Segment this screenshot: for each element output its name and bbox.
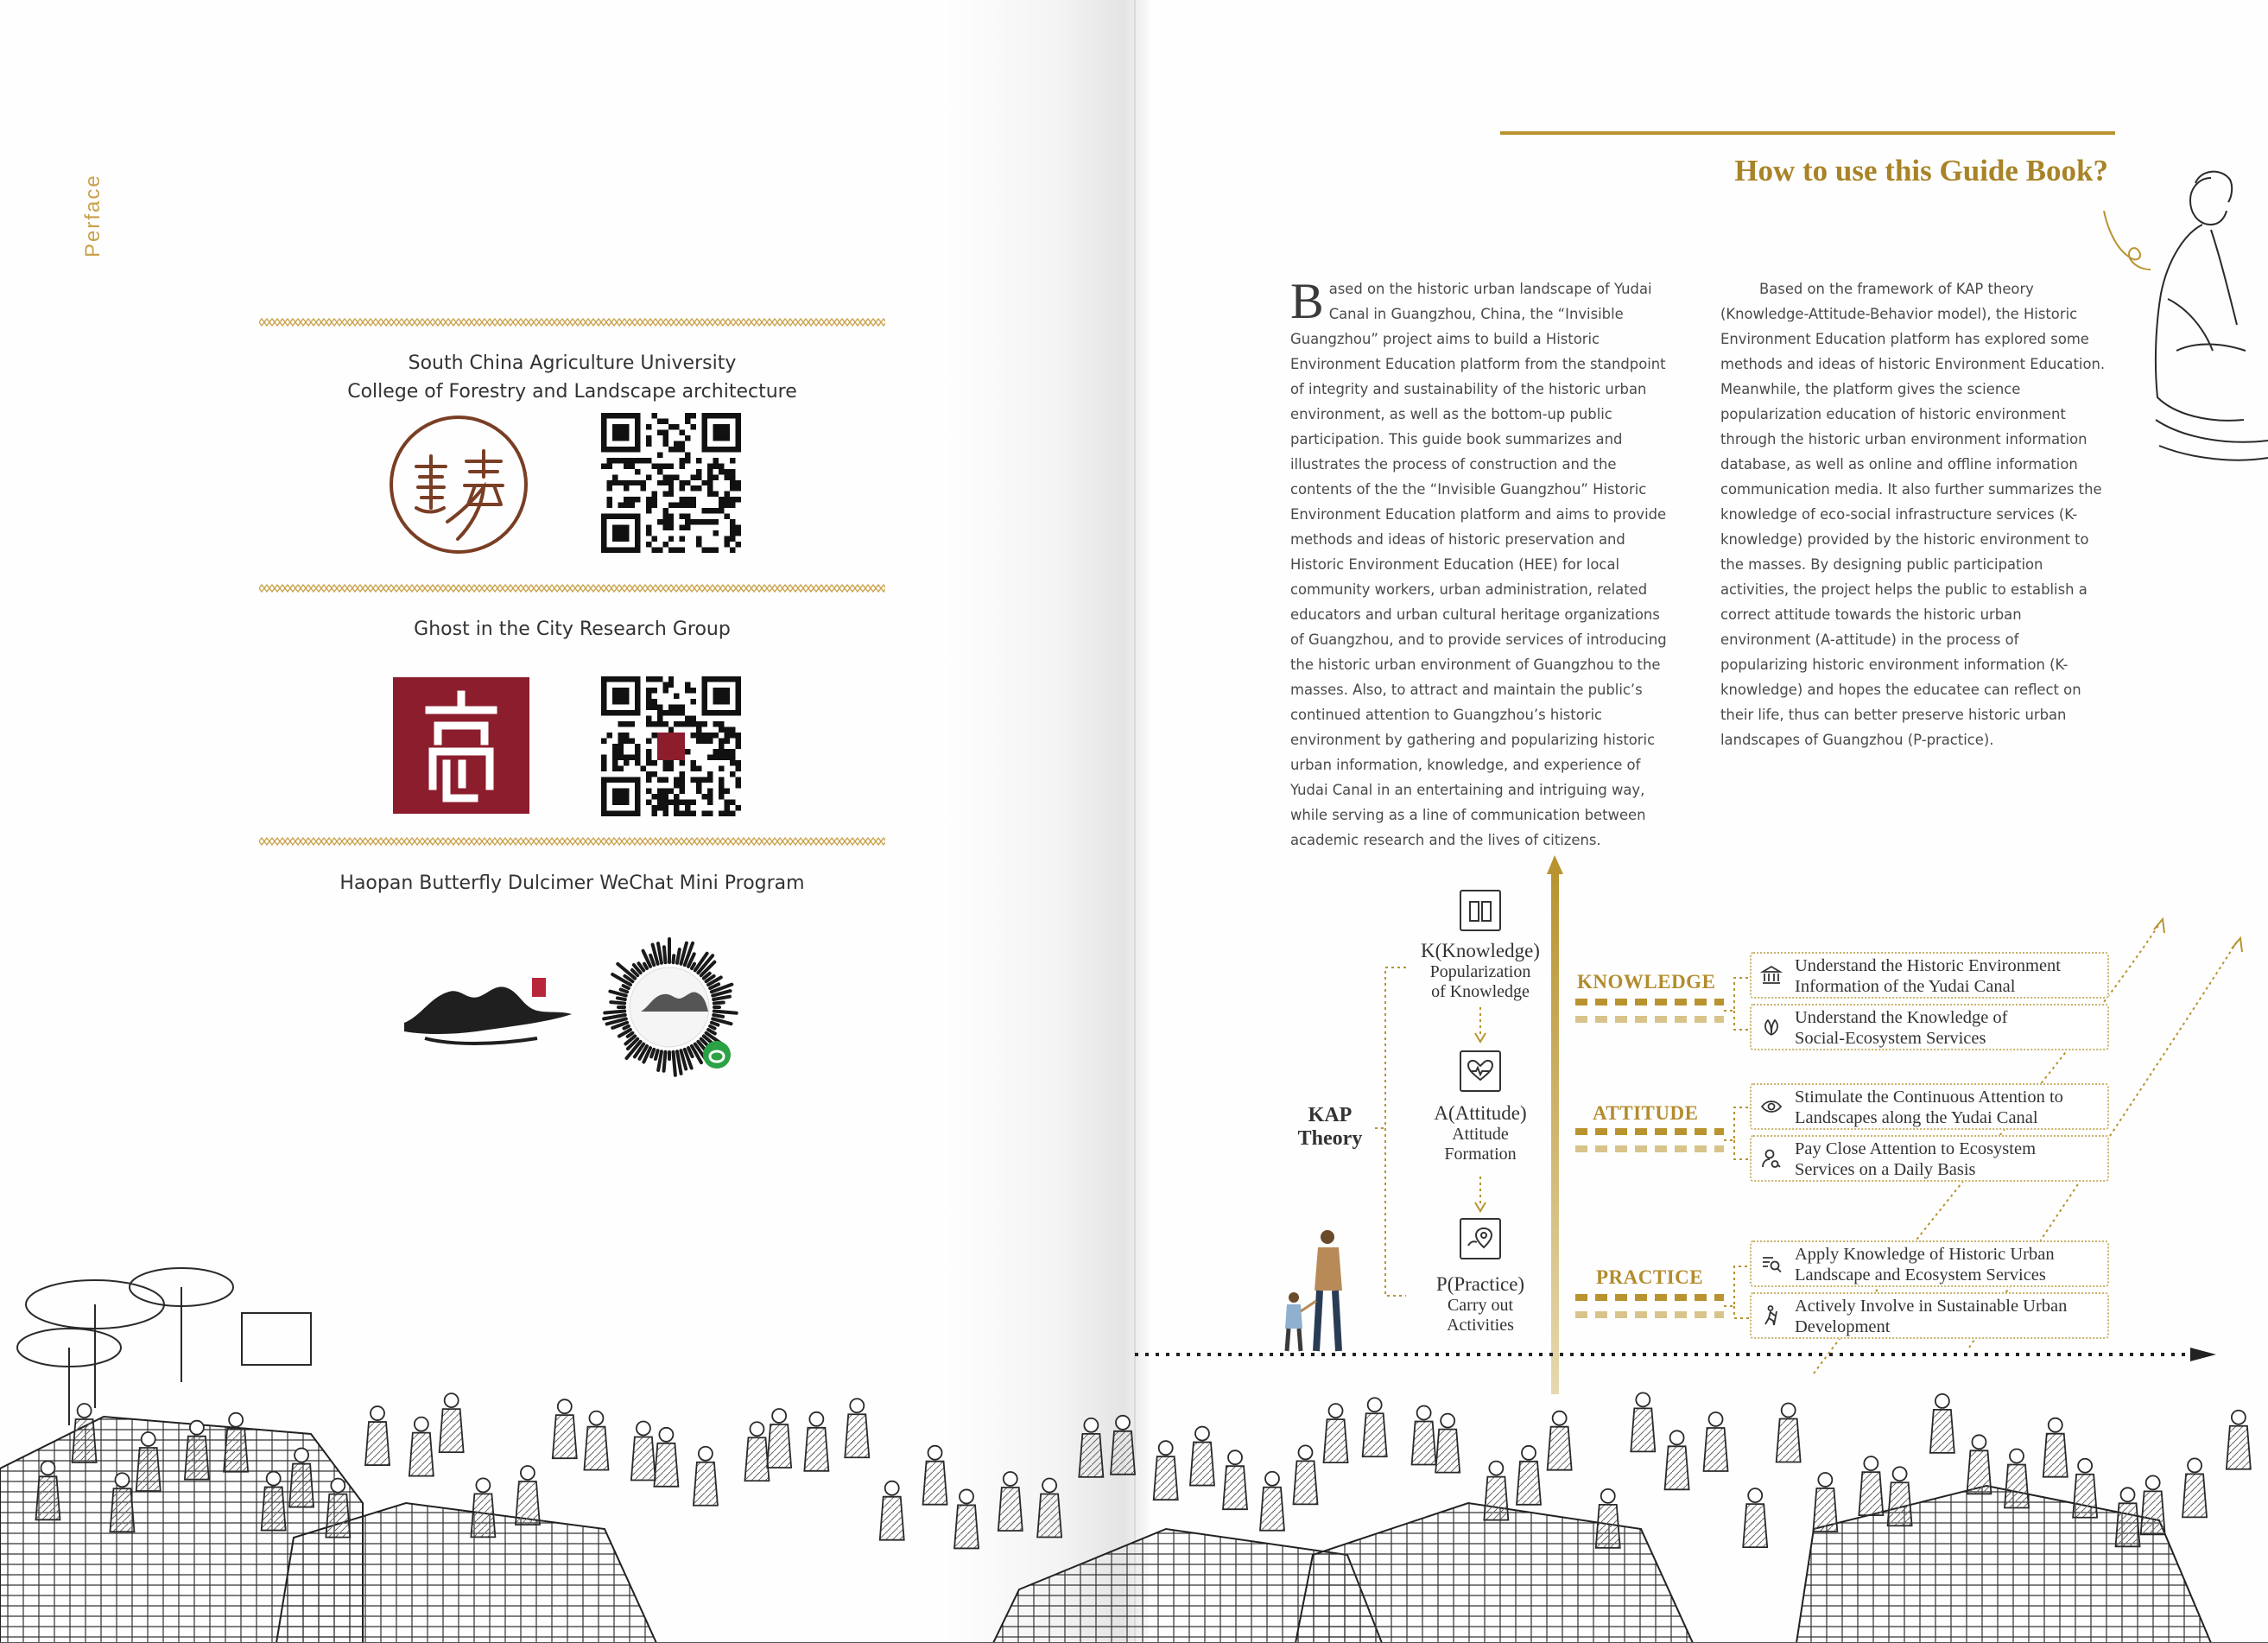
kap-theory-text: KAP Theory bbox=[1297, 1104, 1363, 1150]
kap-step-desc: Carry out bbox=[1447, 1296, 1514, 1315]
kap-step-desc: Formation bbox=[1444, 1145, 1517, 1164]
dimension-label-attitude: ATTITUDE bbox=[1593, 1102, 1699, 1124]
kap-step-title: K(Knowledge) bbox=[1421, 940, 1540, 961]
outcome-text: Pay Close Attention to Ecosystem bbox=[1795, 1139, 2037, 1158]
outcome-box bbox=[1750, 952, 2109, 999]
kap-step-attitude bbox=[1394, 1102, 1567, 1164]
seated-figure-sketch bbox=[2151, 161, 2268, 567]
org-name-line: College of Forestry and Landscape architecture bbox=[347, 381, 797, 403]
title-rule bbox=[1500, 131, 2115, 135]
org-name-mini-program bbox=[259, 869, 885, 898]
org-name-line: Haopan Butterfly Dulcimer WeChat Mini Program bbox=[339, 872, 805, 894]
outcome-text: Actively Involve in Sustainable Urban bbox=[1795, 1297, 2068, 1316]
page-title: How to use this Guide Book? bbox=[1734, 154, 2108, 187]
dimension-label-practice: PRACTICE bbox=[1596, 1266, 1704, 1288]
research-group-logo bbox=[393, 677, 529, 814]
side-section-label: Perface bbox=[81, 174, 105, 257]
outcome-text: Stimulate the Continuous Attention to bbox=[1795, 1088, 2063, 1107]
decorative-loop-stroke bbox=[2100, 207, 2152, 285]
outcome-text: Landscapes along the Yudai Canal bbox=[1795, 1108, 2038, 1127]
eye-icon bbox=[1760, 1095, 1783, 1118]
body-paragraph: ased on the historic urban landscape of Yudai Canal in Guangzhou, China, the “Invisible Guangzhou” project aims to build a Historic Environment Education platform from the standpoint of integrity and sustainability of the historic urban environment, as well as the bottom-up public participation. This guide book summarizes and illustrates the process of construction and the contents of the the “Invisible Guangzhou” Historic Environment Education platform and aims to provide methods and ideas of historic preservation and Historic Environment Education (HEE) for local community workers, urban administration, related educators and urban cultural heritage organizations of Guangzhou, and to provide services of introducing the historic urban environment of Guangzhou to the masses. Also, to attract and maintain the public’s continued attention to Guangzhou’s historic environment by gathering and popularizing historic urban information, knowledge, and experience of Yudai Canal in an entertaining and intriguing way, while serving as a line of communication between academic research and the lives of citizens. bbox=[1290, 281, 1667, 848]
kap-step-title: A(Attitude) bbox=[1434, 1102, 1527, 1124]
outcome-text: Development bbox=[1795, 1317, 1891, 1336]
ornamental-divider bbox=[259, 316, 885, 328]
outcome-text: Services on a Daily Basis bbox=[1795, 1160, 1976, 1179]
org-name-line: Ghost in the City Research Group bbox=[414, 619, 731, 640]
kap-step-desc: Activities bbox=[1447, 1316, 1514, 1335]
outcome-box bbox=[1750, 1004, 2109, 1050]
wechat-mini-program-code bbox=[599, 937, 739, 1077]
body-text-column-1 bbox=[1290, 273, 1670, 853]
person-search-icon bbox=[1760, 1147, 1783, 1170]
ornamental-divider bbox=[259, 835, 885, 847]
outcome-text: Information of the Yudai Canal bbox=[1795, 977, 2016, 996]
drop-cap: B bbox=[1290, 273, 1324, 329]
landscape-ink-logo bbox=[399, 969, 579, 1052]
ornamental-divider bbox=[259, 582, 885, 594]
outcome-text: Understand the Historic Environment bbox=[1795, 956, 2062, 975]
outcome-text: Social-Ecosystem Services bbox=[1795, 1029, 1986, 1048]
qr-code bbox=[601, 413, 741, 553]
org-name-line: South China Agriculture University bbox=[408, 352, 737, 374]
kap-step-desc: Popularization bbox=[1429, 962, 1531, 981]
kap-step-title: P(Practice) bbox=[1435, 1273, 1525, 1295]
book-icon bbox=[1460, 890, 1501, 931]
outcome-box bbox=[1750, 1135, 2109, 1182]
dimension-label-knowledge: KNOWLEDGE bbox=[1577, 971, 1716, 993]
body-text-column-2 bbox=[1720, 276, 2109, 752]
kap-step-knowledge bbox=[1394, 940, 1567, 1002]
outcome-text: Apply Knowledge of Historic Urban bbox=[1795, 1245, 2055, 1264]
university-seal-logo bbox=[387, 413, 530, 556]
heart-icon bbox=[1460, 1050, 1501, 1092]
qr-code bbox=[601, 676, 741, 816]
historic-street-scene-illustration bbox=[0, 1244, 2268, 1643]
kap-step-desc: of Knowledge bbox=[1431, 982, 1530, 1001]
body-paragraph: Based on the framework of KAP theory (Knowledge-Attitude-Behavior model), the Historic Environment Education platform has explored some methods and ideas of historic Environment Education. Meanwhile, the platform gives the science popularization education of historic environment through the historic urban environment information database, as well as online and offline information communication media. It also further summarizes the knowledge of eco-social infrastructure services (K-knowledge) provided by the historic environment to the masses. By designing public participation activities, the project helps the public to establish a correct attitude towards the historic urban environment (A-attitude) in the process of popularizing historic environment information (K-knowledge) and hopes the educatee can reflect on their life, thus can better preserve historic urban landscapes of Guangzhou (P-practice). bbox=[1720, 281, 2106, 748]
org-name-research-group bbox=[259, 615, 885, 644]
kap-theory-label bbox=[1287, 1104, 1373, 1151]
kap-step-desc: Attitude bbox=[1452, 1125, 1509, 1144]
museum-icon bbox=[1760, 964, 1783, 986]
outcome-text: Understand the Knowledge of bbox=[1795, 1008, 2008, 1027]
outcome-box bbox=[1750, 1083, 2109, 1130]
leaf-icon bbox=[1760, 1016, 1783, 1038]
org-name-university bbox=[259, 349, 885, 406]
outcome-text: Landscape and Ecosystem Services bbox=[1795, 1266, 2046, 1285]
